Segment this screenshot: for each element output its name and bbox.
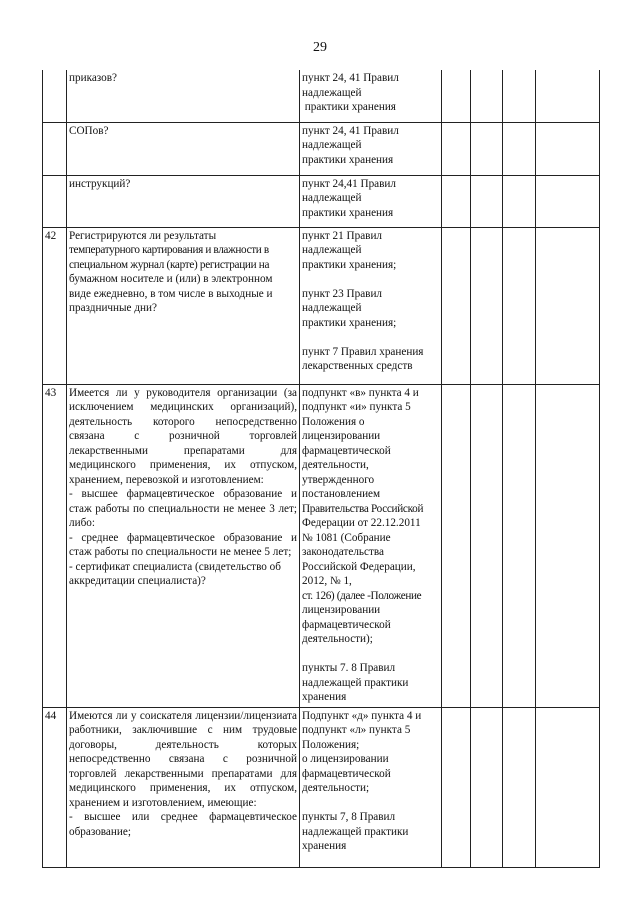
reference-line: о лицензировании: [302, 753, 389, 765]
question-option: - среднее фармацевтическое образование и стаж работы по специальности не менее 5 лет;: [69, 531, 297, 558]
answer-yes-cell[interactable]: [442, 70, 471, 122]
table-row: [43, 70, 600, 122]
reference-line: хранения: [302, 691, 347, 703]
reference-cell: [300, 122, 442, 175]
question-paragraph: Имеется ли у руководителя организации (за исключением медицинских организаций), деятельность которого непосредственно связана с розничной торговлей лекарственными препаратами для медицинского применения, их отпуском, хранением, перевозкой и изготовлением:: [69, 386, 297, 486]
row-number: [43, 122, 67, 175]
question-paragraph: Имеются ли у соискателя лицензии/лицензиата работники, заключившие с ним трудовые договоры, деятельность которых непосредственно связана с розничной торговлей лекарственными препаратами для медицинского применения, их отпуском, хранением и изготовлением, имеющие:: [69, 709, 297, 809]
reference-line: Положения;: [302, 738, 360, 751]
reference-line: надлежащей: [302, 302, 362, 314]
reference-line: Российской Федерации,: [302, 560, 416, 573]
reference-line: лицензировании: [302, 430, 381, 442]
reference-line: деятельности;: [302, 782, 370, 794]
question-text: приказов?: [69, 72, 117, 84]
answer-na-cell[interactable]: [503, 707, 536, 867]
question-option: - высшее или среднее фармацевтическое образование;: [69, 811, 297, 838]
notes-cell[interactable]: [536, 384, 600, 707]
question-cell: [67, 707, 300, 867]
question-text: инструкций?: [69, 177, 131, 190]
reference-line: надлежащей: [302, 244, 362, 256]
row-number: 43: [43, 384, 67, 707]
notes-cell[interactable]: [536, 227, 600, 384]
answer-no-cell[interactable]: [471, 384, 503, 707]
reference-line: подпункт «л» пункта 5: [302, 724, 411, 736]
reference-line: практики хранения: [302, 101, 396, 113]
row-number: [43, 70, 67, 122]
row-number: [43, 175, 67, 227]
question-line: специальном журнал (карте) регистрации на: [69, 258, 270, 271]
reference-cell: [300, 70, 442, 122]
notes-cell[interactable]: [536, 707, 600, 867]
question-line: Регистрируются ли результаты: [69, 229, 217, 242]
question-cell: [67, 70, 300, 122]
notes-cell[interactable]: [536, 70, 600, 122]
reference-line: Федерации от 22.12.2011: [302, 517, 421, 529]
reference-line: фармацевтической: [302, 444, 391, 457]
answer-no-cell[interactable]: [471, 70, 503, 122]
checklist-table: [42, 70, 600, 868]
question-cell: [67, 175, 300, 227]
table-row: [43, 175, 600, 227]
answer-na-cell[interactable]: [503, 122, 536, 175]
reference-cell: [300, 384, 442, 707]
notes-cell[interactable]: [536, 122, 600, 175]
reference-line: пункт 23 Правил: [302, 287, 383, 300]
notes-cell[interactable]: [536, 175, 600, 227]
reference-line: фармацевтической: [302, 767, 391, 780]
reference-line: деятельности,: [302, 459, 369, 471]
reference-line: Положения о: [302, 415, 365, 428]
reference-line: постановлением: [302, 488, 381, 500]
reference-cell: [300, 227, 442, 384]
reference-line: практики хранения;: [302, 316, 397, 329]
question-text: СОПов?: [69, 124, 109, 137]
reference-line: пункт 24, 41 Правил: [302, 72, 399, 84]
answer-yes-cell[interactable]: [442, 707, 471, 867]
reference-line: деятельности);: [302, 633, 373, 645]
reference-line: практики хранения: [302, 206, 394, 219]
question-line: бумажном носителе и (или) в электронном: [69, 273, 273, 285]
answer-na-cell[interactable]: [503, 175, 536, 227]
question-option: - сертификат специалиста (свидетельство об аккредитации специалиста)?: [69, 560, 281, 587]
reference-line: пункт 24, 41 Правил: [302, 124, 399, 137]
reference-line: пункт 7 Правил хранения: [302, 345, 424, 358]
question-cell: [67, 122, 300, 175]
reference-line: хранения: [302, 840, 347, 852]
reference-line: лицензировании: [302, 604, 381, 616]
reference-line: фармацевтической: [302, 618, 391, 631]
table-row: [43, 227, 600, 384]
reference-line: лекарственных средств: [302, 360, 413, 372]
reference-cell: [300, 175, 442, 227]
row-number: 44: [43, 707, 67, 867]
question-cell: [67, 384, 300, 707]
answer-yes-cell[interactable]: [442, 227, 471, 384]
reference-gap: [302, 330, 439, 345]
reference-cell: [300, 707, 442, 867]
reference-line: пункты 7. 8 Правил: [302, 662, 396, 674]
answer-yes-cell[interactable]: [442, 175, 471, 227]
reference-line: ст. 126) (далее -Положение: [302, 589, 422, 602]
reference-line: подпункт «в» пункта 4 и: [302, 386, 419, 399]
reference-gap: [302, 272, 439, 287]
reference-line: надлежащей: [302, 86, 362, 99]
reference-line: законодательства: [302, 546, 384, 558]
reference-gap: [302, 647, 439, 662]
question-line: температурного картирования и влажности в: [69, 244, 269, 256]
answer-na-cell[interactable]: [503, 70, 536, 122]
reference-line: пункт 21 Правил: [302, 229, 383, 242]
reference-line: Правительства Российской: [302, 502, 424, 515]
answer-no-cell[interactable]: [471, 122, 503, 175]
answer-yes-cell[interactable]: [442, 384, 471, 707]
reference-line: надлежащей: [302, 192, 362, 204]
question-line: виде ежедневно, в том числе в выходные и: [69, 287, 273, 300]
question-cell: [67, 227, 300, 384]
reference-line: пункты 7, 8 Правил: [302, 811, 396, 823]
reference-gap: [302, 796, 439, 811]
reference-line: надлежащей практики: [302, 825, 409, 838]
answer-no-cell[interactable]: [471, 175, 503, 227]
row-number: 42: [43, 227, 67, 384]
question-option: - высшее фармацевтическое образование и стаж работы по специальности не менее 3 лет; либо:: [69, 488, 297, 529]
reference-line: практики хранения: [302, 153, 394, 166]
reference-line: утвержденного: [302, 473, 375, 486]
page-number: 29: [313, 40, 327, 55]
reference-line: № 1081 (Собрание: [302, 531, 391, 544]
table-row: [43, 384, 600, 707]
reference-line: надлежащей: [302, 139, 362, 151]
answer-yes-cell[interactable]: [442, 122, 471, 175]
table-row: [43, 122, 600, 175]
reference-line: надлежащей практики: [302, 676, 409, 689]
reference-line: 2012, № 1,: [302, 575, 352, 587]
answer-no-cell[interactable]: [471, 227, 503, 384]
answer-na-cell[interactable]: [503, 227, 536, 384]
reference-line: Подпункт «д» пункта 4 и: [302, 709, 422, 722]
reference-line: подпункт «и» пункта 5: [302, 401, 411, 413]
question-line: праздничные дни?: [69, 302, 157, 314]
answer-no-cell[interactable]: [471, 707, 503, 867]
table-row: [43, 707, 600, 867]
reference-line: пункт 24,41 Правил: [302, 177, 397, 190]
answer-na-cell[interactable]: [503, 384, 536, 707]
reference-line: практики хранения;: [302, 258, 397, 271]
